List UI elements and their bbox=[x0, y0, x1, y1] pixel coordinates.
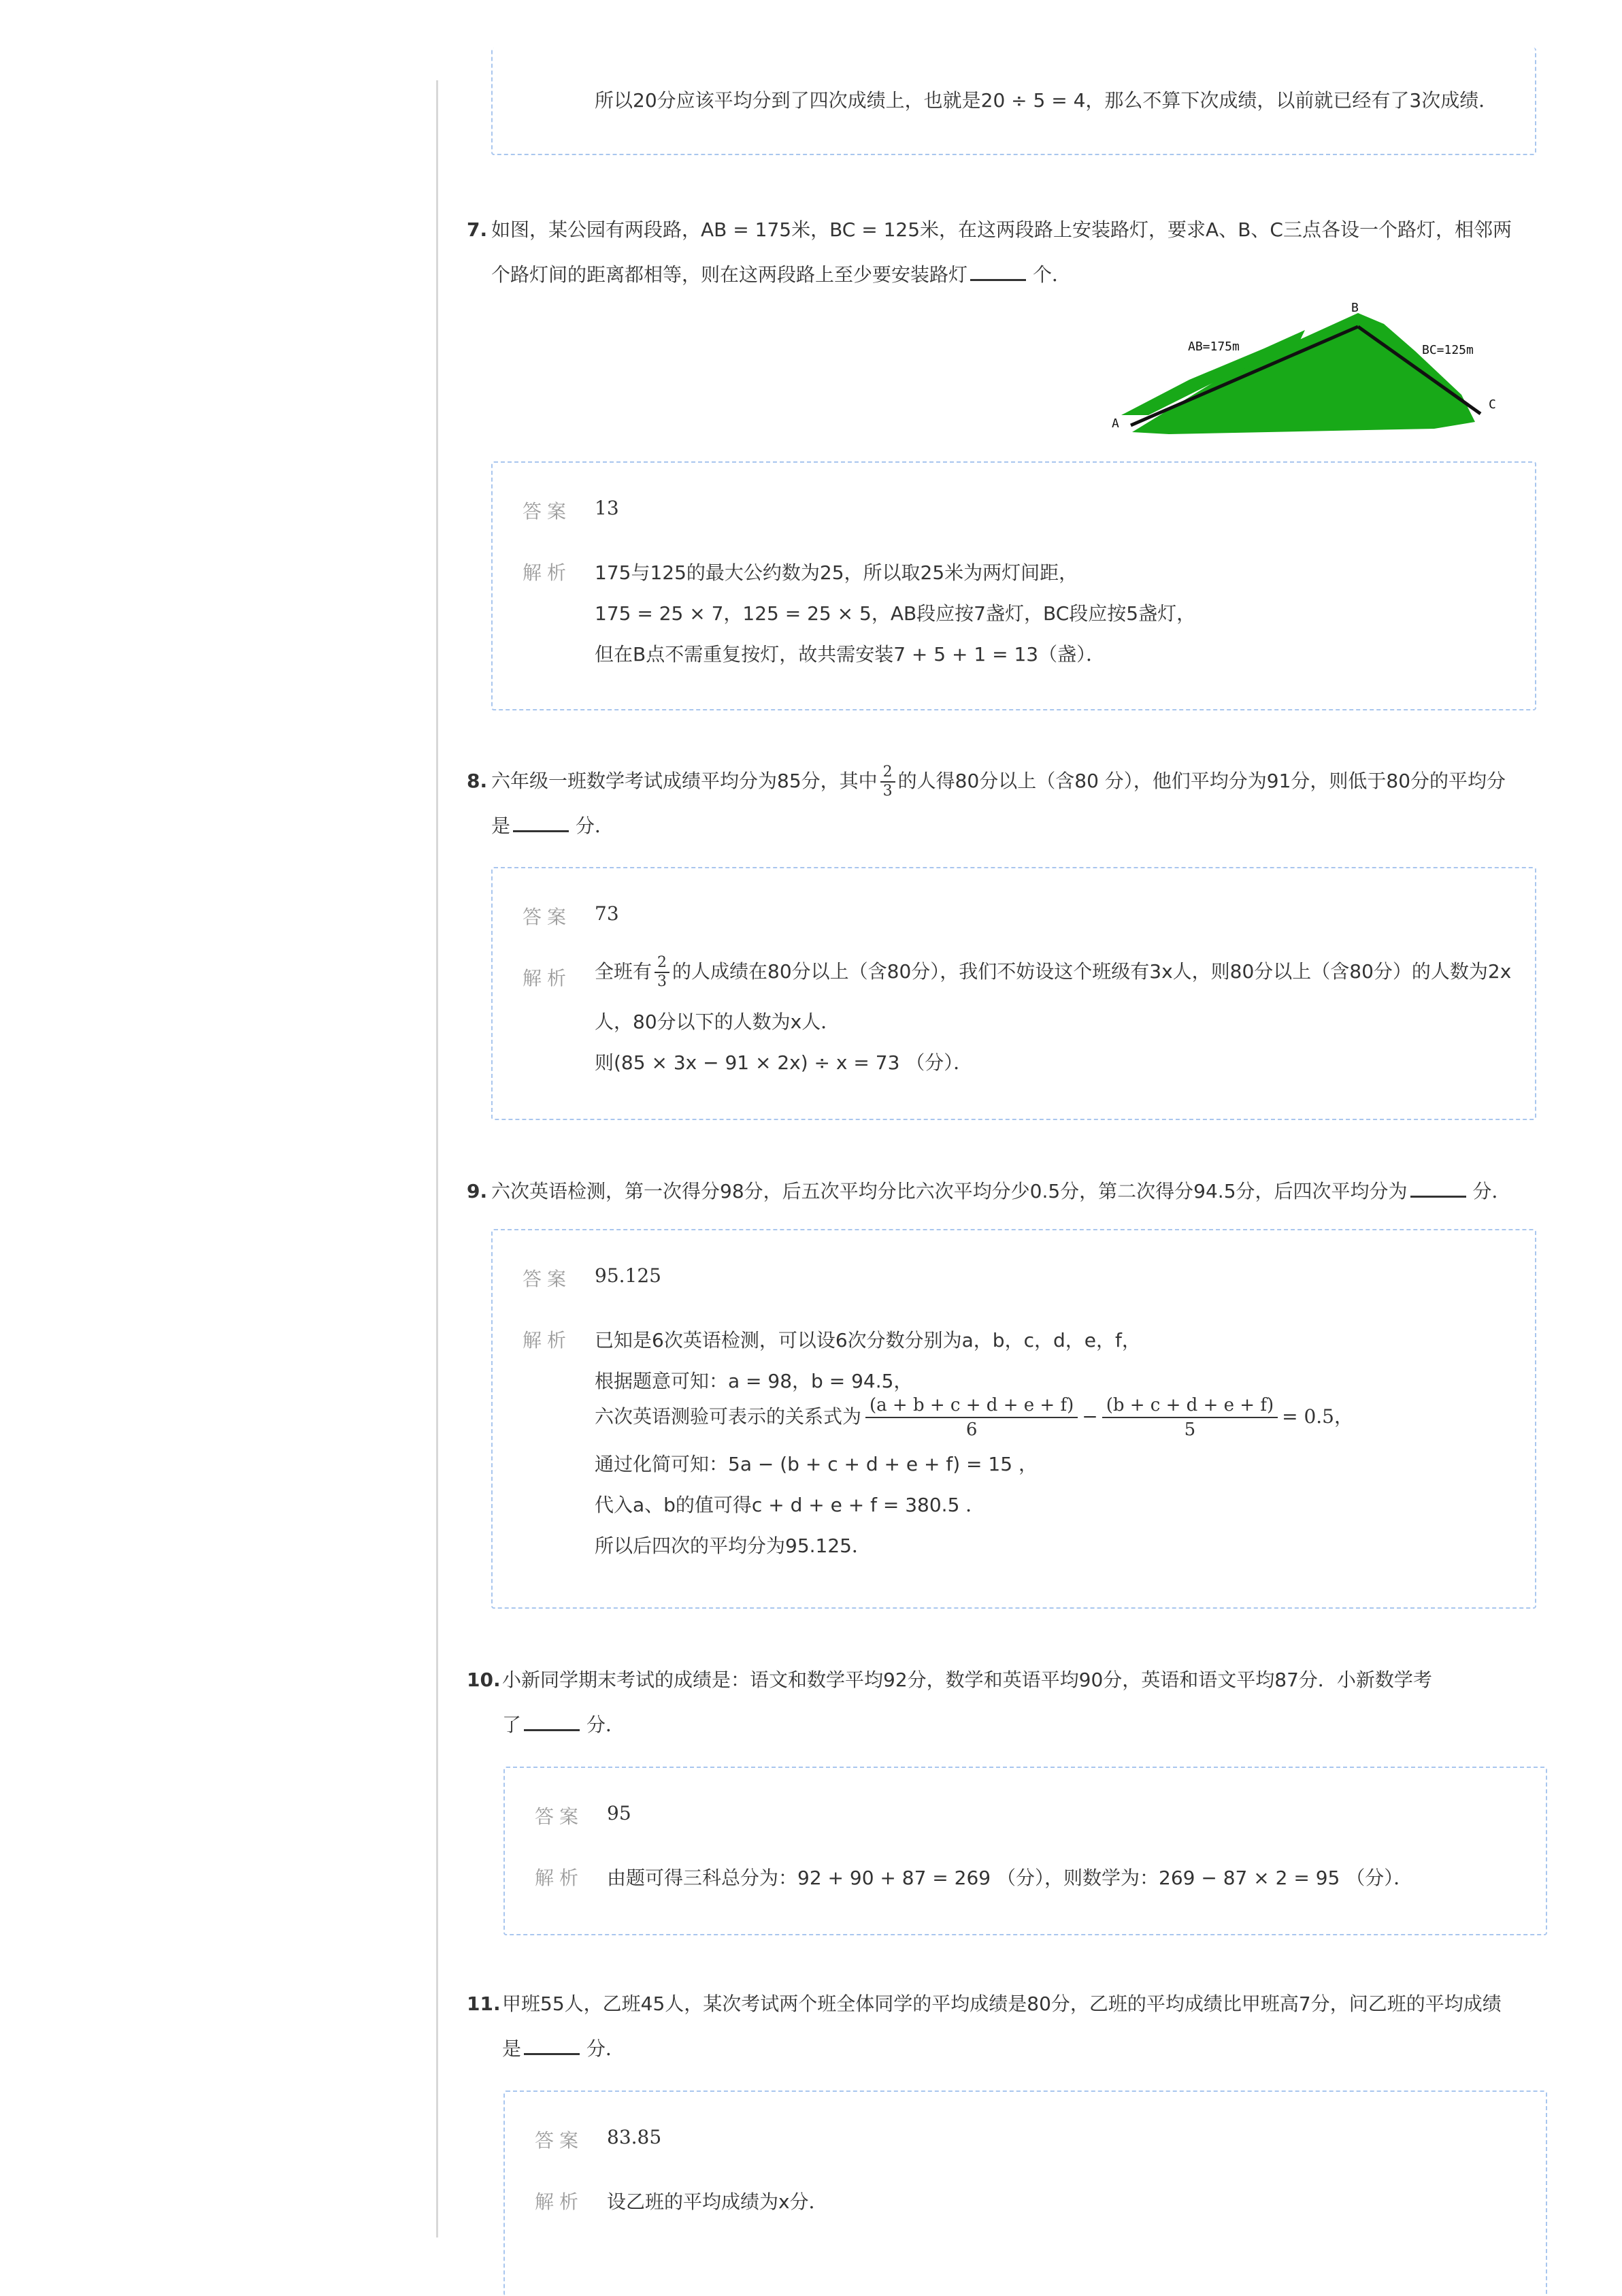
answer-box-q10 bbox=[503, 1767, 1547, 1935]
analysis-line: 人，80分以下的人数为x人． bbox=[595, 1011, 840, 1033]
question-text: 是 bbox=[502, 2037, 522, 2060]
fraction bbox=[655, 954, 669, 991]
analysis-line bbox=[595, 954, 1511, 991]
analysis-label: 解析 bbox=[535, 2191, 584, 2213]
question-text-line: 小新同学期末考试的成绩是：语文和数学平均92分，数学和英语平均90分，英语和语文平均87分．小新数学考 bbox=[502, 1669, 1432, 1691]
analysis-line: 已知是6次英语检测，可以设6次分数分别为a，b，c，d，e，f， bbox=[595, 1329, 1141, 1351]
question-text-line bbox=[491, 759, 1506, 804]
question-text: 的人得80分以上（含80 分），他们平均分为91分，则低于80分的平均分 bbox=[897, 770, 1506, 792]
analysis-line: 通过化简可知：5a − (b + c + d + e + f) = 15 ， bbox=[595, 1453, 1038, 1475]
analysis-text: 六次英语测验可表示的关系式为 bbox=[595, 1405, 862, 1428]
question-text: 分． bbox=[586, 1713, 625, 1736]
answer-blank bbox=[513, 813, 569, 832]
question-text: 分． bbox=[586, 2037, 625, 2060]
fraction bbox=[880, 764, 895, 800]
answer-box-q7 bbox=[491, 461, 1536, 710]
answer-label: 答案 bbox=[535, 1805, 584, 1828]
answer-label: 答案 bbox=[523, 500, 572, 523]
question-text-line bbox=[502, 1703, 625, 1748]
minus-sign: − bbox=[1082, 1405, 1098, 1428]
analysis-box-q6-tail bbox=[491, 48, 1536, 155]
question-text: 分． bbox=[576, 815, 614, 837]
point-b: B bbox=[1351, 301, 1359, 315]
answer-label: 答案 bbox=[523, 1268, 572, 1290]
fraction-denominator: 3 bbox=[657, 973, 667, 990]
analysis-line: 但在B点不需重复按灯，故共需安装7 + 5 + 1 = 13（盏）． bbox=[595, 643, 1106, 666]
answer-label: 答案 bbox=[535, 2129, 584, 2152]
question-number: 10. bbox=[467, 1669, 501, 1691]
point-a: A bbox=[1112, 416, 1119, 431]
analysis-text: 的人成绩在80分以上（含80分），我们不妨设这个班级有3x人，则80分以上（含80分）的人数为2x bbox=[672, 960, 1512, 983]
question-number: 11. bbox=[467, 1992, 501, 2015]
question-text: 个路灯间的距离都相等，则在这两段路上至少要安装路灯 bbox=[491, 263, 968, 286]
answer-blank bbox=[970, 261, 1026, 281]
question-text-line bbox=[491, 1169, 1511, 1214]
question-text: 是 bbox=[491, 815, 511, 837]
analysis-label: 解析 bbox=[523, 561, 572, 584]
fraction-numerator: (a + b + c + d + e + f) bbox=[865, 1394, 1078, 1418]
analysis-label: 解析 bbox=[523, 967, 572, 989]
answer-box-q9 bbox=[491, 1229, 1536, 1609]
analysis-text: 全班有 bbox=[595, 960, 652, 983]
answer-label: 答案 bbox=[523, 906, 572, 928]
question-text-line bbox=[502, 2027, 625, 2071]
fraction-denominator: 5 bbox=[1184, 1420, 1196, 1440]
analysis-text: = 0.5， bbox=[1282, 1405, 1354, 1428]
question-number: 9. bbox=[467, 1180, 488, 1202]
analysis-label: 解析 bbox=[535, 1867, 584, 1889]
park-road-figure bbox=[1108, 299, 1516, 442]
analysis-line: 则(85 × 3x − 91 × 2x) ÷ x = 73 （分）． bbox=[595, 1051, 973, 1074]
analysis-line bbox=[595, 1394, 1353, 1441]
question-text: 分． bbox=[1472, 1180, 1511, 1202]
fraction bbox=[1102, 1394, 1278, 1441]
analysis-line: 所以后四次的平均分为95.125． bbox=[595, 1535, 871, 1557]
question-number: 8. bbox=[467, 770, 488, 792]
left-margin-rule bbox=[436, 80, 438, 2237]
fraction-numerator: 2 bbox=[880, 764, 895, 783]
analysis-label: 解析 bbox=[523, 1329, 572, 1351]
analysis-line: 由题可得三科总分为：92 + 90 + 87 = 269 （分），则数学为：269 − 87 × 2 = 95 （分）． bbox=[607, 1867, 1413, 1889]
analysis-line: 代入a、b的值可得c + d + e + f = 380.5 ． bbox=[595, 1494, 985, 1516]
question-text-line: 甲班55人，乙班45人，某次考试两个班全体同学的平均成绩是80分，乙班的平均成绩比甲班高7分，问乙班的平均成绩 bbox=[502, 1992, 1502, 2015]
question-text: 个． bbox=[1033, 263, 1072, 286]
analysis-line: 175 = 25 × 7，125 = 25 × 5，AB段应按7盏灯，BC段应按5盏灯， bbox=[595, 602, 1196, 625]
question-text-line bbox=[491, 804, 614, 849]
fraction-numerator: 2 bbox=[655, 954, 669, 973]
fraction-numerator: (b + c + d + e + f) bbox=[1102, 1394, 1278, 1418]
analysis-line: 设乙班的平均成绩为x分． bbox=[607, 2191, 828, 2213]
answer-box-q8 bbox=[491, 867, 1536, 1120]
answer-blank bbox=[524, 1711, 580, 1731]
answer-value: 95.125 bbox=[595, 1264, 661, 1287]
fraction-denominator: 3 bbox=[882, 783, 893, 800]
question-text-line: 如图，某公园有两段路，AB = 175米，BC = 125米，在这两段路上安装路灯，要求A、B、C三点各设一个路灯，相邻两 bbox=[491, 218, 1512, 241]
question-text: 了 bbox=[502, 1713, 522, 1736]
answer-value: 83.85 bbox=[607, 2126, 662, 2148]
label-ab: AB=175m bbox=[1188, 340, 1240, 354]
question-text: 六次英语检测，第一次得分98分，后五次平均分比六次平均分少0.5分，第二次得分94.5分，后四次平均分为 bbox=[491, 1180, 1408, 1202]
answer-value: 13 bbox=[595, 497, 619, 519]
answer-blank bbox=[524, 2035, 580, 2055]
point-c: C bbox=[1489, 397, 1496, 412]
answer-box-q11 bbox=[503, 2090, 1547, 2296]
analysis-line: 所以20分应该平均分到了四次成绩上，也就是20 ÷ 5 = 4，那么不算下次成绩，以前就已经有了3次成绩． bbox=[595, 89, 1498, 112]
analysis-line: 根据题意可知：a = 98，b = 94.5， bbox=[595, 1370, 913, 1392]
answer-value: 95 bbox=[607, 1802, 631, 1824]
question-number: 7. bbox=[467, 218, 488, 241]
fraction bbox=[865, 1394, 1078, 1441]
fraction-denominator: 6 bbox=[965, 1420, 978, 1440]
analysis-line: 175与125的最大公约数为25，所以取25米为两灯间距， bbox=[595, 561, 1078, 584]
question-text-line bbox=[491, 252, 1071, 297]
question-text: 六年级一班数学考试成绩平均分为85分，其中 bbox=[491, 770, 878, 792]
answer-value: 73 bbox=[595, 902, 619, 925]
answer-blank bbox=[1410, 1178, 1466, 1198]
label-bc: BC=125m bbox=[1422, 343, 1474, 357]
